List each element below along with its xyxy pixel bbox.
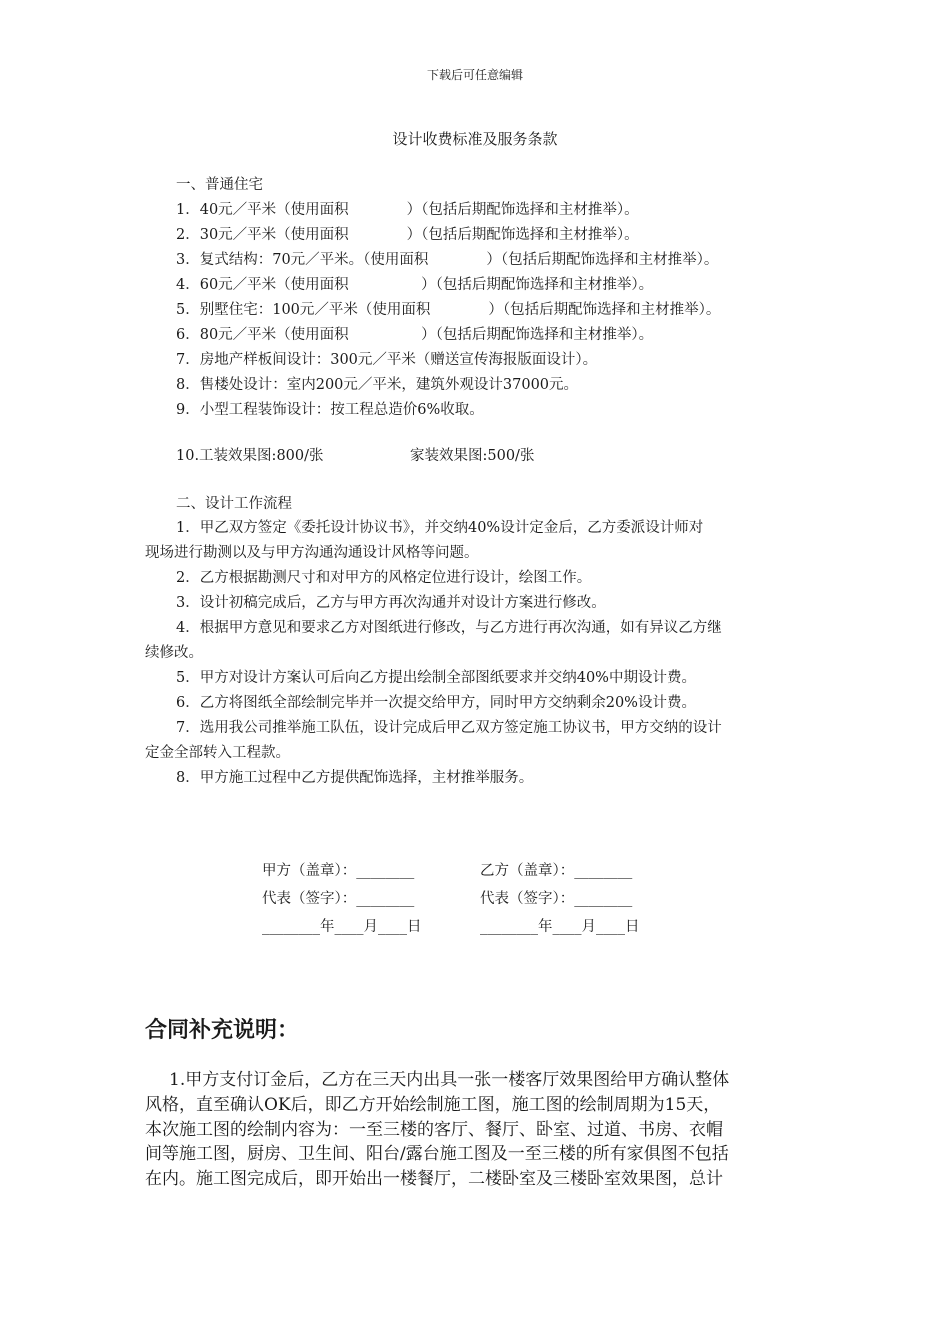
list-item: 1．40元／平米（使用面积 ）（包括后期配饰选择和主材推举）。 xyxy=(176,202,639,218)
list-item: 3．设计初稿完成后，乙方与甲方再次沟通并对设计方案进行修改。 xyxy=(176,595,606,611)
party-a-date: ________年____月____日 xyxy=(262,919,422,935)
list-item: 9．小型工程装饰设计：按工程总造价6%收取。 xyxy=(176,402,484,418)
paragraph-line: 在内。施工图完成后，即开始出一楼餐厅，二楼卧室及三楼卧室效果图，总计 xyxy=(145,1169,723,1190)
list-item: 7．房地产样板间设计：300元／平米（赠送宣传海报版面设计）。 xyxy=(176,352,598,368)
section2-list xyxy=(145,518,722,793)
list-item: 定金全部转入工程款。 xyxy=(145,745,290,761)
page-header: 下载后可任意编辑 xyxy=(426,68,523,82)
list-item: 8．售楼处设计：室内200元／平米，建筑外观设计37000元。 xyxy=(176,377,579,393)
party-b-representative: 代表（签字）：________ xyxy=(480,891,633,907)
list-item: 1．甲乙双方签定《委托设计协议书》，并交纳40%设计定金后，乙方委派设计师对 xyxy=(176,520,704,536)
list-item: 2．30元／平米（使用面积 ）（包括后期配饰选择和主材推举）。 xyxy=(176,227,639,243)
paragraph-line: 1.甲方支付订金后，乙方在三天内出具一张一楼客厅效果图给甲方确认整体 xyxy=(169,1070,730,1090)
section2-heading: 二、设计工作流程 xyxy=(176,496,292,512)
item10-home-render: 家装效果图:500/张 xyxy=(410,448,535,464)
item10-tooling-render: 10.工装效果图:800/张 xyxy=(176,448,324,464)
party-a-representative: 代表（签字）：________ xyxy=(262,891,415,907)
list-item: 4．根据甲方意见和要求乙方对图纸进行修改，与乙方进行再次沟通，如有异议乙方继 xyxy=(176,620,722,636)
section1-heading: 一、普通住宅 xyxy=(176,177,263,193)
party-b-date: ________年____月____日 xyxy=(480,919,640,935)
document-title: 设计收费标准及服务条款 xyxy=(392,130,558,148)
list-item: 7．选用我公司推举施工队伍，设计完成后甲乙双方签定施工协议书，甲方交纳的设计 xyxy=(176,720,722,736)
list-item: 续修改。 xyxy=(145,645,203,661)
list-item: 6．乙方将图纸全部绘制完毕并一次提交给甲方，同时甲方交纳剩余20%设计费。 xyxy=(176,695,696,711)
list-item: 4．60元／平米（使用面积 ）（包括后期配饰选择和主材推举）。 xyxy=(176,277,654,293)
paragraph-line: 风格，直至确认OK后，即乙方开始绘制施工图，施工图的绘制周期为15天， xyxy=(145,1094,721,1115)
section1-list xyxy=(176,200,720,425)
supplement-heading: 合同补充说明： xyxy=(145,1018,300,1043)
paragraph-line: 间等施工图，厨房、卫生间、阳台/露台施工图及一至三楼的所有家俱图不包括 xyxy=(145,1144,729,1165)
party-b-seal: 乙方（盖章）：________ xyxy=(480,863,633,879)
paragraph-line: 本次施工图的绘制内容为：一至三楼的客厅、餐厅、卧室、过道、书房、衣帽 xyxy=(145,1119,723,1140)
list-item: 现场进行勘测以及与甲方沟通沟通设计风格等问题。 xyxy=(145,545,479,561)
supplement-paragraph xyxy=(145,1068,729,1192)
list-item: 5．别墅住宅：100元／平米（使用面积 ）（包括后期配饰选择和主材推举）。 xyxy=(176,302,721,318)
party-a-seal: 甲方（盖章）：________ xyxy=(262,863,415,879)
list-item: 5．甲方对设计方案认可后向乙方提出绘制全部图纸要求并交纳40%中期设计费。 xyxy=(176,670,696,686)
list-item: 8．甲方施工过程中乙方提供配饰选择，主材推举服务。 xyxy=(176,770,534,786)
list-item: 2．乙方根据勘测尺寸和对甲方的风格定位进行设计，绘图工作。 xyxy=(176,570,592,586)
list-item: 6．80元／平米（使用面积 ）（包括后期配饰选择和主材推举）。 xyxy=(176,327,654,343)
list-item: 3．复式结构：70元／平米。（使用面积 ）（包括后期配饰选择和主材推举）。 xyxy=(176,252,719,268)
